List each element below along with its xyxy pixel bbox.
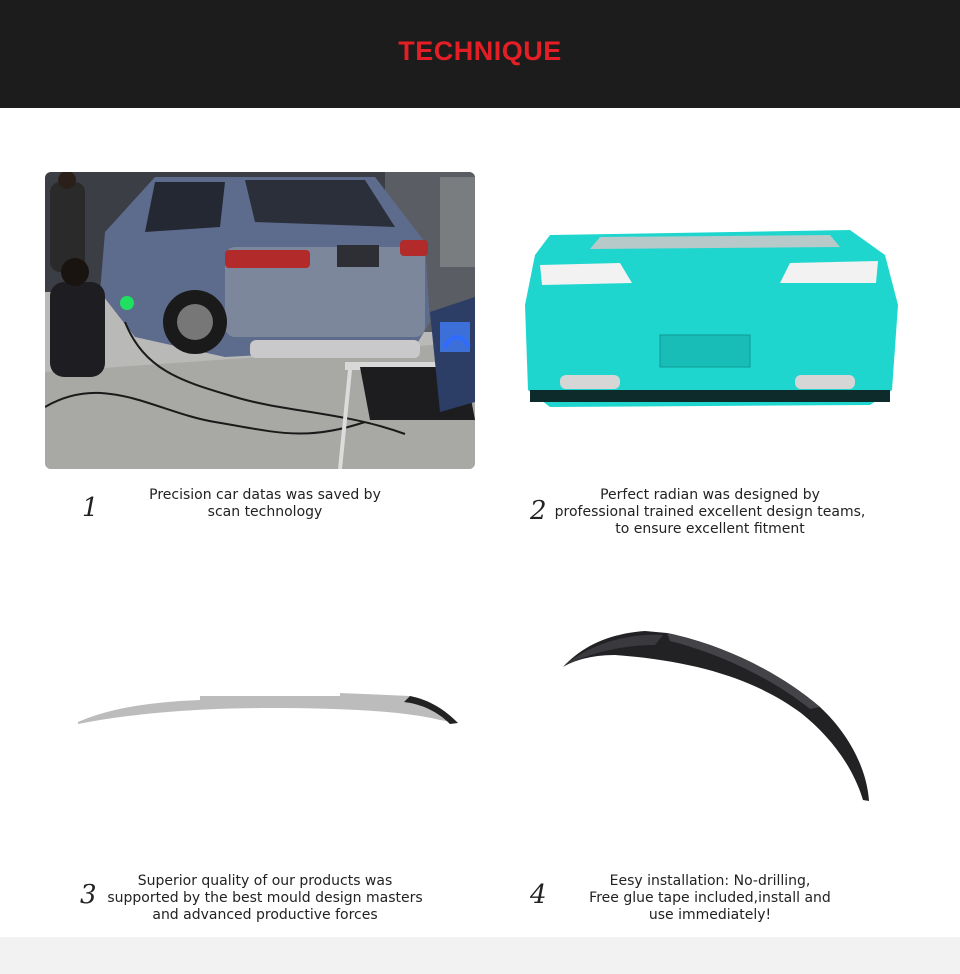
header-bar	[0, 0, 960, 108]
scanning-photo	[45, 172, 475, 469]
spoiler-gray-image	[70, 680, 470, 730]
step-number-3: 3	[80, 880, 97, 910]
caption-line: scan technology	[207, 504, 323, 520]
caption-line: to ensure excellent fitment	[615, 521, 805, 537]
spoiler-carbon-image	[555, 625, 875, 810]
caption-line: supported by the best mould design masters	[107, 890, 423, 906]
caption-line: Perfect radian was designed by	[600, 487, 820, 503]
caption-line: Superior quality of our products was	[137, 873, 393, 889]
caption-line: professional trained excellent design teams,	[554, 504, 866, 520]
caption-line: use immediately!	[648, 907, 772, 923]
page-title: TECHNIQUE	[398, 36, 562, 66]
step-caption-3	[100, 873, 430, 924]
footer-band	[0, 937, 960, 974]
step-caption-2	[550, 487, 870, 538]
caption-line: and advanced productive forces	[152, 907, 378, 923]
step-number-1: 1	[82, 493, 99, 523]
caption-line: Eesy installation: No-drilling,	[609, 873, 811, 889]
step-caption-4	[550, 873, 870, 924]
step-number-4: 4	[530, 880, 547, 910]
scan-model-image	[520, 225, 900, 415]
step-number-2: 2	[530, 496, 547, 526]
caption-line: Free glue tape included,install and	[589, 890, 831, 906]
step-caption-1	[100, 487, 430, 521]
caption-line: Precision car datas was saved by	[149, 487, 381, 503]
